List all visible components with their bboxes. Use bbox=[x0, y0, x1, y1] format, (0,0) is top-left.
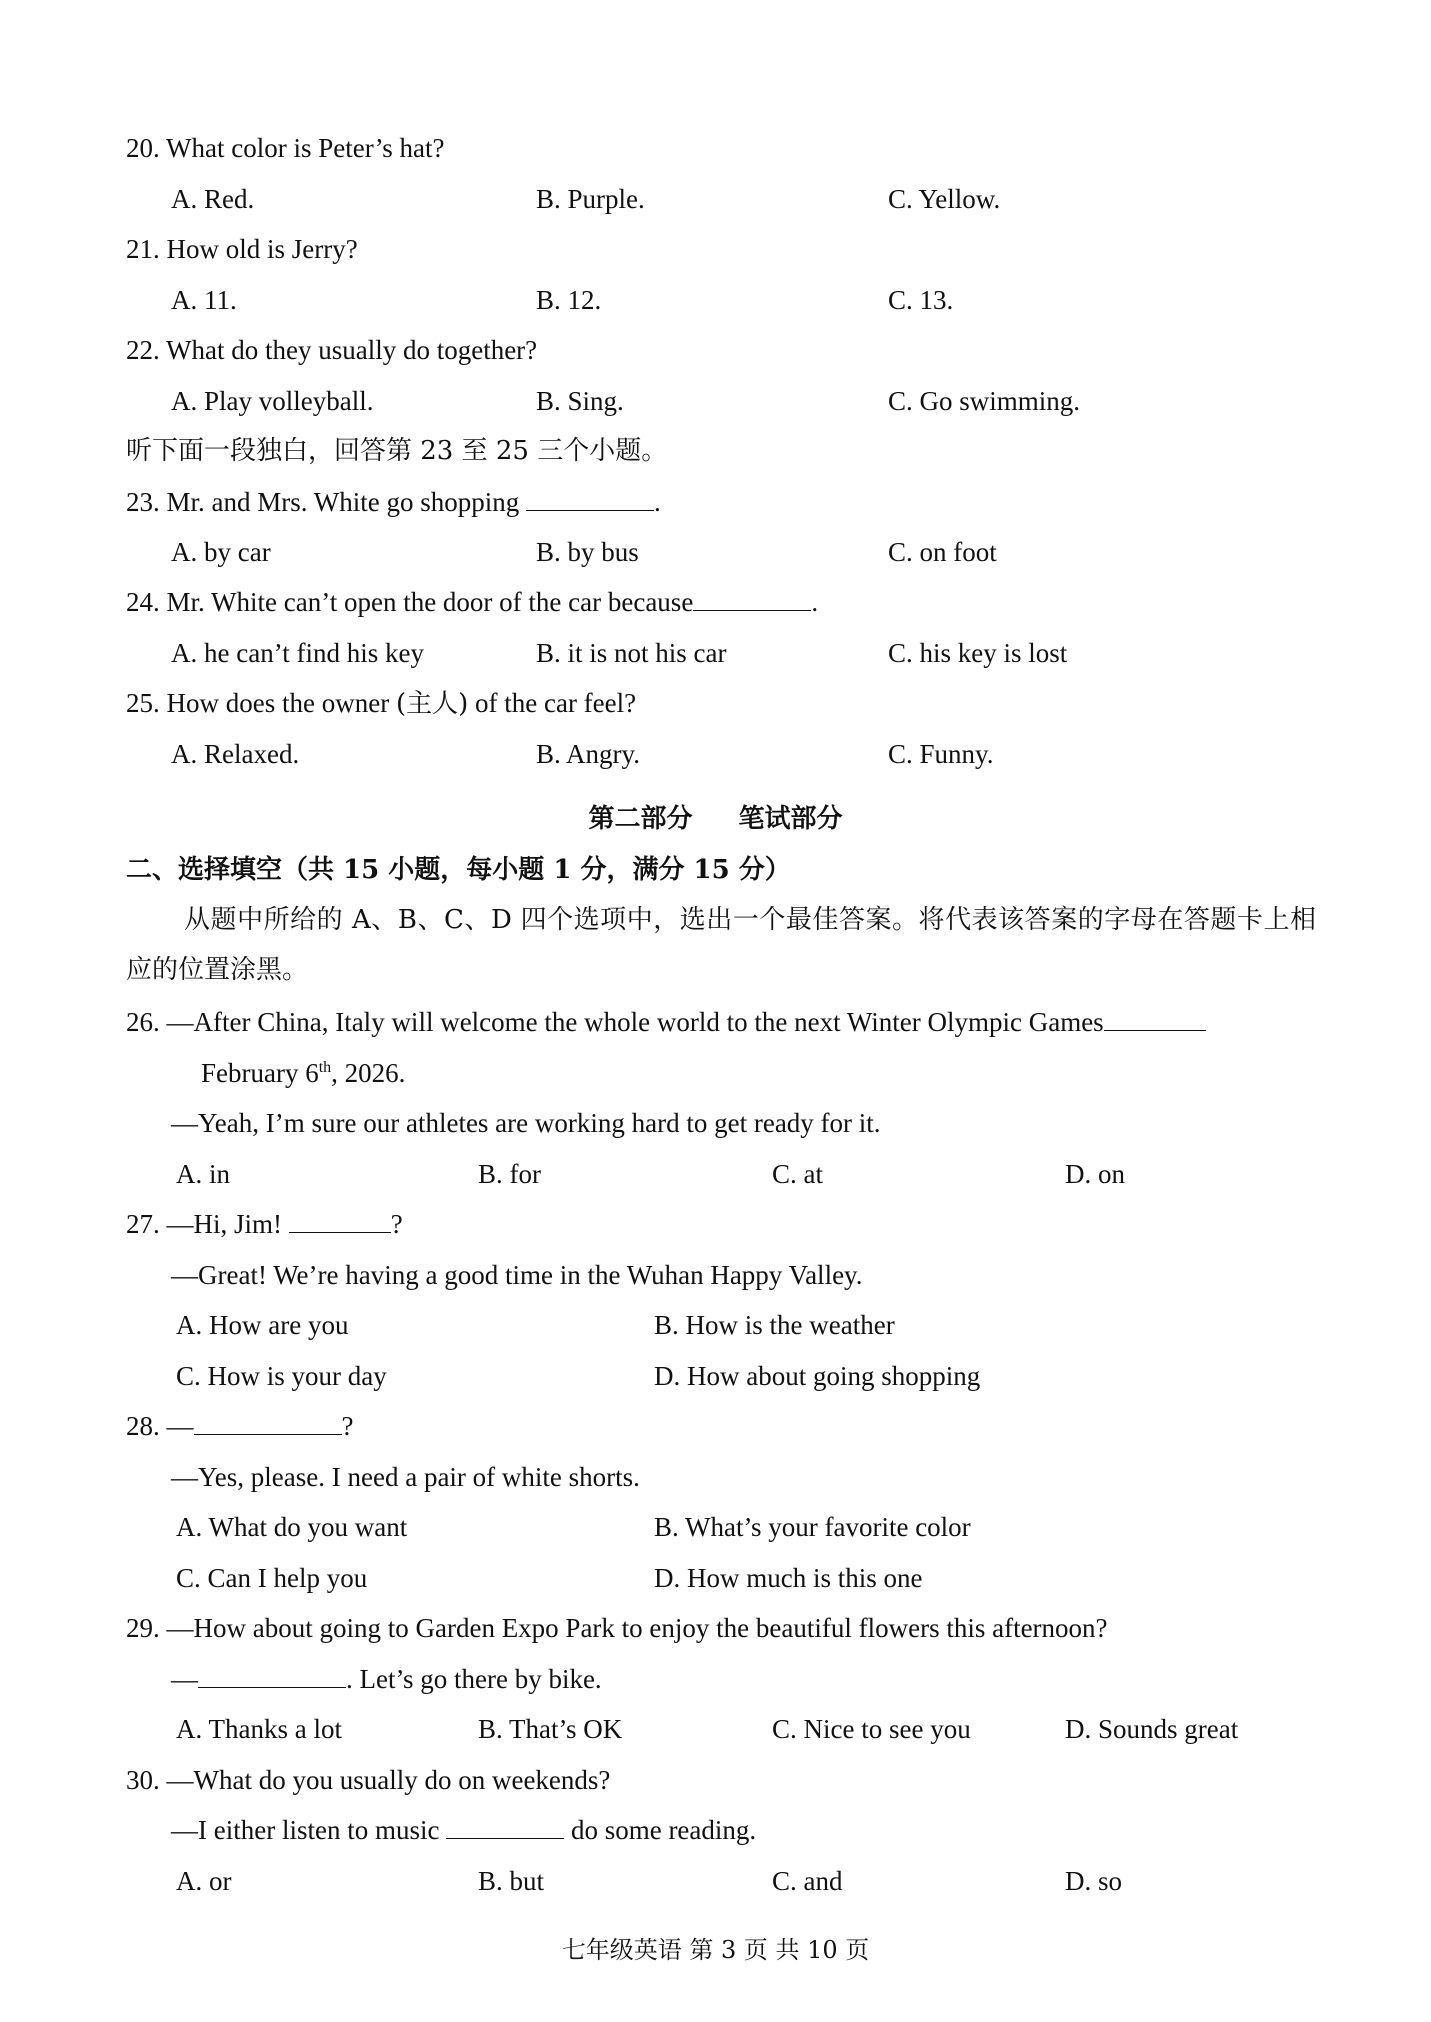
option-c[interactable]: C. and bbox=[772, 1866, 843, 1896]
option-b[interactable]: B. for bbox=[478, 1159, 541, 1189]
question-28-reply: —Yes, please. I need a pair of white shorts. bbox=[171, 1462, 640, 1492]
question-22-options bbox=[0, 385, 1431, 417]
option-b[interactable]: B. That’s OK bbox=[478, 1714, 623, 1744]
option-c[interactable]: C. on foot bbox=[888, 537, 997, 567]
question-26-options bbox=[0, 1158, 1431, 1190]
question-28-options-row1 bbox=[0, 1511, 1431, 1543]
ordinal-suffix: th bbox=[318, 1059, 332, 1076]
question-27-stem bbox=[126, 1208, 403, 1240]
option-b[interactable]: B. What’s your favorite color bbox=[654, 1512, 971, 1542]
question-24-options bbox=[0, 637, 1431, 669]
part-name: 笔试部分 bbox=[738, 804, 843, 834]
option-a[interactable]: A. he can’t find his key bbox=[171, 638, 424, 668]
section-heading: 二、选择填空（共 15 小题，每小题 1 分，满分 15 分） bbox=[126, 855, 791, 885]
option-b[interactable]: B. 12. bbox=[536, 285, 602, 315]
option-a[interactable]: A. by car bbox=[171, 537, 271, 567]
stem-text: 28. — bbox=[126, 1411, 194, 1441]
option-b[interactable]: B. but bbox=[478, 1866, 545, 1896]
option-c[interactable]: C. How is your day bbox=[176, 1361, 387, 1391]
reply-text-end: do some reading. bbox=[564, 1815, 757, 1845]
answer-blank bbox=[693, 586, 811, 611]
stem-text: 26. —After China, Italy will welcome the whole world to the next Winter Olympic Games bbox=[126, 1007, 1104, 1037]
option-d[interactable]: D. on bbox=[1065, 1159, 1125, 1189]
stem-text: 27. —Hi, Jim! bbox=[126, 1209, 289, 1239]
option-c[interactable]: C. Yellow. bbox=[888, 184, 1001, 214]
question-26-stem bbox=[126, 1006, 1206, 1038]
option-a[interactable]: A. or bbox=[176, 1866, 232, 1896]
question-27-options-row2 bbox=[0, 1360, 1431, 1392]
stem-mark: ? bbox=[390, 1209, 403, 1239]
answer-blank bbox=[446, 1814, 564, 1839]
date-text: February 6 bbox=[201, 1058, 319, 1088]
question-30-stem: 30. —What do you usually do on weekends? bbox=[126, 1765, 611, 1795]
question-22-stem: 22. What do they usually do together? bbox=[126, 335, 538, 365]
page-footer: 七年级英语 第 3 页 共 10 页 bbox=[561, 1936, 870, 1964]
answer-blank bbox=[198, 1663, 346, 1688]
option-b[interactable]: B. it is not his car bbox=[536, 638, 727, 668]
option-c[interactable]: C. at bbox=[772, 1159, 823, 1189]
monologue-instruction: 听下面一段独白，回答第 23 至 25 三个小题。 bbox=[126, 436, 668, 466]
question-21-stem: 21. How old is Jerry? bbox=[126, 234, 358, 264]
reply-text: . Let’s go there by bike. bbox=[346, 1664, 602, 1694]
option-a[interactable]: A. in bbox=[176, 1159, 230, 1189]
option-b[interactable]: B. Purple. bbox=[536, 184, 645, 214]
question-26-date-line bbox=[201, 1057, 405, 1089]
question-29-options bbox=[0, 1713, 1431, 1745]
option-d[interactable]: D. How about going shopping bbox=[654, 1361, 981, 1391]
question-20-options bbox=[0, 183, 1431, 215]
option-b[interactable]: B. by bus bbox=[536, 537, 639, 567]
option-d[interactable]: D. Sounds great bbox=[1065, 1714, 1239, 1744]
option-c[interactable]: C. Nice to see you bbox=[772, 1714, 971, 1744]
option-a[interactable]: A. Red. bbox=[171, 184, 255, 214]
chinese-gloss: (主人) bbox=[395, 689, 469, 719]
option-a[interactable]: A. Thanks a lot bbox=[176, 1714, 342, 1744]
part-label: 第二部分 bbox=[588, 804, 693, 834]
option-a[interactable]: A. Play volleyball. bbox=[171, 386, 374, 416]
question-25-options bbox=[0, 738, 1431, 770]
option-c[interactable]: C. Can I help you bbox=[176, 1563, 368, 1593]
stem-text: 24. Mr. White can’t open the door of the car because bbox=[126, 587, 694, 617]
option-b[interactable]: B. Angry. bbox=[536, 739, 641, 769]
question-29-reply bbox=[171, 1663, 602, 1695]
answer-blank bbox=[194, 1410, 342, 1435]
question-30-options bbox=[0, 1865, 1431, 1897]
option-c[interactable]: C. Funny. bbox=[888, 739, 994, 769]
option-d[interactable]: D. so bbox=[1065, 1866, 1123, 1896]
option-c[interactable]: C. Go swimming. bbox=[888, 386, 1081, 416]
stem-period: . bbox=[811, 587, 819, 617]
question-26-reply: —Yeah, I’m sure our athletes are working hard to get ready for it. bbox=[171, 1108, 881, 1138]
stem-text: 23. Mr. and Mrs. White go shopping bbox=[126, 487, 526, 517]
reply-text: —I either listen to music bbox=[171, 1815, 447, 1845]
option-a[interactable]: A. 11. bbox=[171, 285, 237, 315]
option-d[interactable]: D. How much is this one bbox=[654, 1563, 923, 1593]
option-a[interactable]: A. What do you want bbox=[176, 1512, 408, 1542]
question-24-stem bbox=[126, 586, 818, 618]
question-23-stem bbox=[126, 486, 661, 518]
question-30-reply bbox=[171, 1814, 756, 1846]
year-text: , 2026. bbox=[331, 1058, 406, 1088]
part-two-title bbox=[0, 803, 1431, 835]
answer-blank bbox=[289, 1208, 391, 1233]
option-a[interactable]: A. Relaxed. bbox=[171, 739, 300, 769]
stem-period: . bbox=[654, 487, 661, 517]
stem-text: 25. How does the owner bbox=[126, 688, 396, 718]
option-c[interactable]: C. 13. bbox=[888, 285, 954, 315]
option-c[interactable]: C. his key is lost bbox=[888, 638, 1068, 668]
question-27-reply: —Great! We’re having a good time in the Wuhan Happy Valley. bbox=[171, 1260, 863, 1290]
answer-blank bbox=[1104, 1006, 1206, 1031]
section-instructions: 从题中所给的 A、B、C、D 四个选项中，选出一个最佳答案。将代表该答案的字母在答题卡上相应的位置涂黑。 bbox=[126, 905, 1316, 985]
question-23-options bbox=[0, 536, 1431, 568]
question-28-stem bbox=[126, 1410, 353, 1442]
option-b[interactable]: B. Sing. bbox=[536, 386, 624, 416]
option-a[interactable]: A. How are you bbox=[176, 1310, 349, 1340]
option-b[interactable]: B. How is the weather bbox=[654, 1310, 895, 1340]
stem-mark: ? bbox=[341, 1411, 354, 1441]
question-21-options bbox=[0, 284, 1431, 316]
question-28-options-row2 bbox=[0, 1562, 1431, 1594]
question-29-stem: 29. —How about going to Garden Expo Park to enjoy the beautiful flowers this afternoon? bbox=[126, 1613, 1108, 1643]
question-27-options-row1 bbox=[0, 1309, 1431, 1341]
question-25-stem bbox=[126, 687, 636, 720]
reply-dash: — bbox=[171, 1664, 198, 1694]
answer-blank bbox=[526, 486, 654, 511]
question-20-stem: 20. What color is Peter’s hat? bbox=[126, 133, 445, 163]
stem-text-end: of the car feel? bbox=[468, 688, 637, 718]
